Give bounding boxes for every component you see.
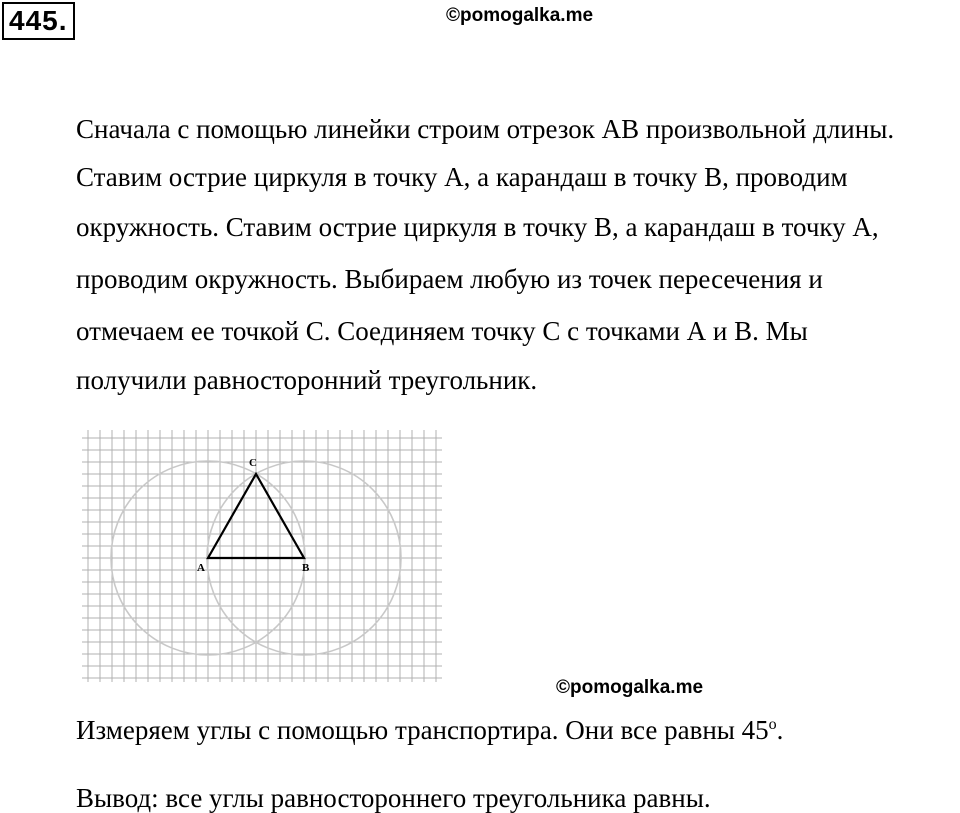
paragraph-line-4: проводим окружность. Выбираем любую из точек пересечения и	[76, 264, 823, 294]
measure-text: Измеряем углы с помощью транспортира. Они все равны 45	[76, 715, 769, 745]
label-b: B	[302, 562, 310, 574]
degree-superscript: о	[768, 716, 777, 733]
paragraph-line-3: окружность. Ставим острие циркуля в точку В, а карандаш в точку А,	[76, 212, 879, 242]
construction-diagram	[82, 430, 442, 682]
label-c: C	[249, 457, 257, 469]
conclusion-line: Вывод: все углы равностороннего треугольника равны.	[76, 783, 711, 813]
paragraph-line-2: Ставим острие циркуля в точку А, а карандаш в точку В, проводим	[76, 162, 848, 192]
paragraph-line-5: отмечаем ее точкой С. Соединяем точку С с точками А и В. Мы	[76, 316, 808, 346]
construction-figure	[82, 430, 442, 682]
label-a: A	[197, 562, 205, 574]
watermark-middle: ©pomogalka.me	[556, 677, 704, 698]
grid-lines	[82, 430, 442, 682]
measure-end: .	[776, 715, 784, 745]
watermark-top: ©pomogalka.me	[446, 5, 594, 26]
paragraph-line-6: получили равносторонний треугольник.	[76, 365, 538, 395]
paragraph-line-1: Сначала с помощью линейки строим отрезок АВ произвольной длины.	[76, 114, 895, 144]
measure-line	[76, 717, 960, 744]
problem-number: 445.	[2, 2, 75, 40]
